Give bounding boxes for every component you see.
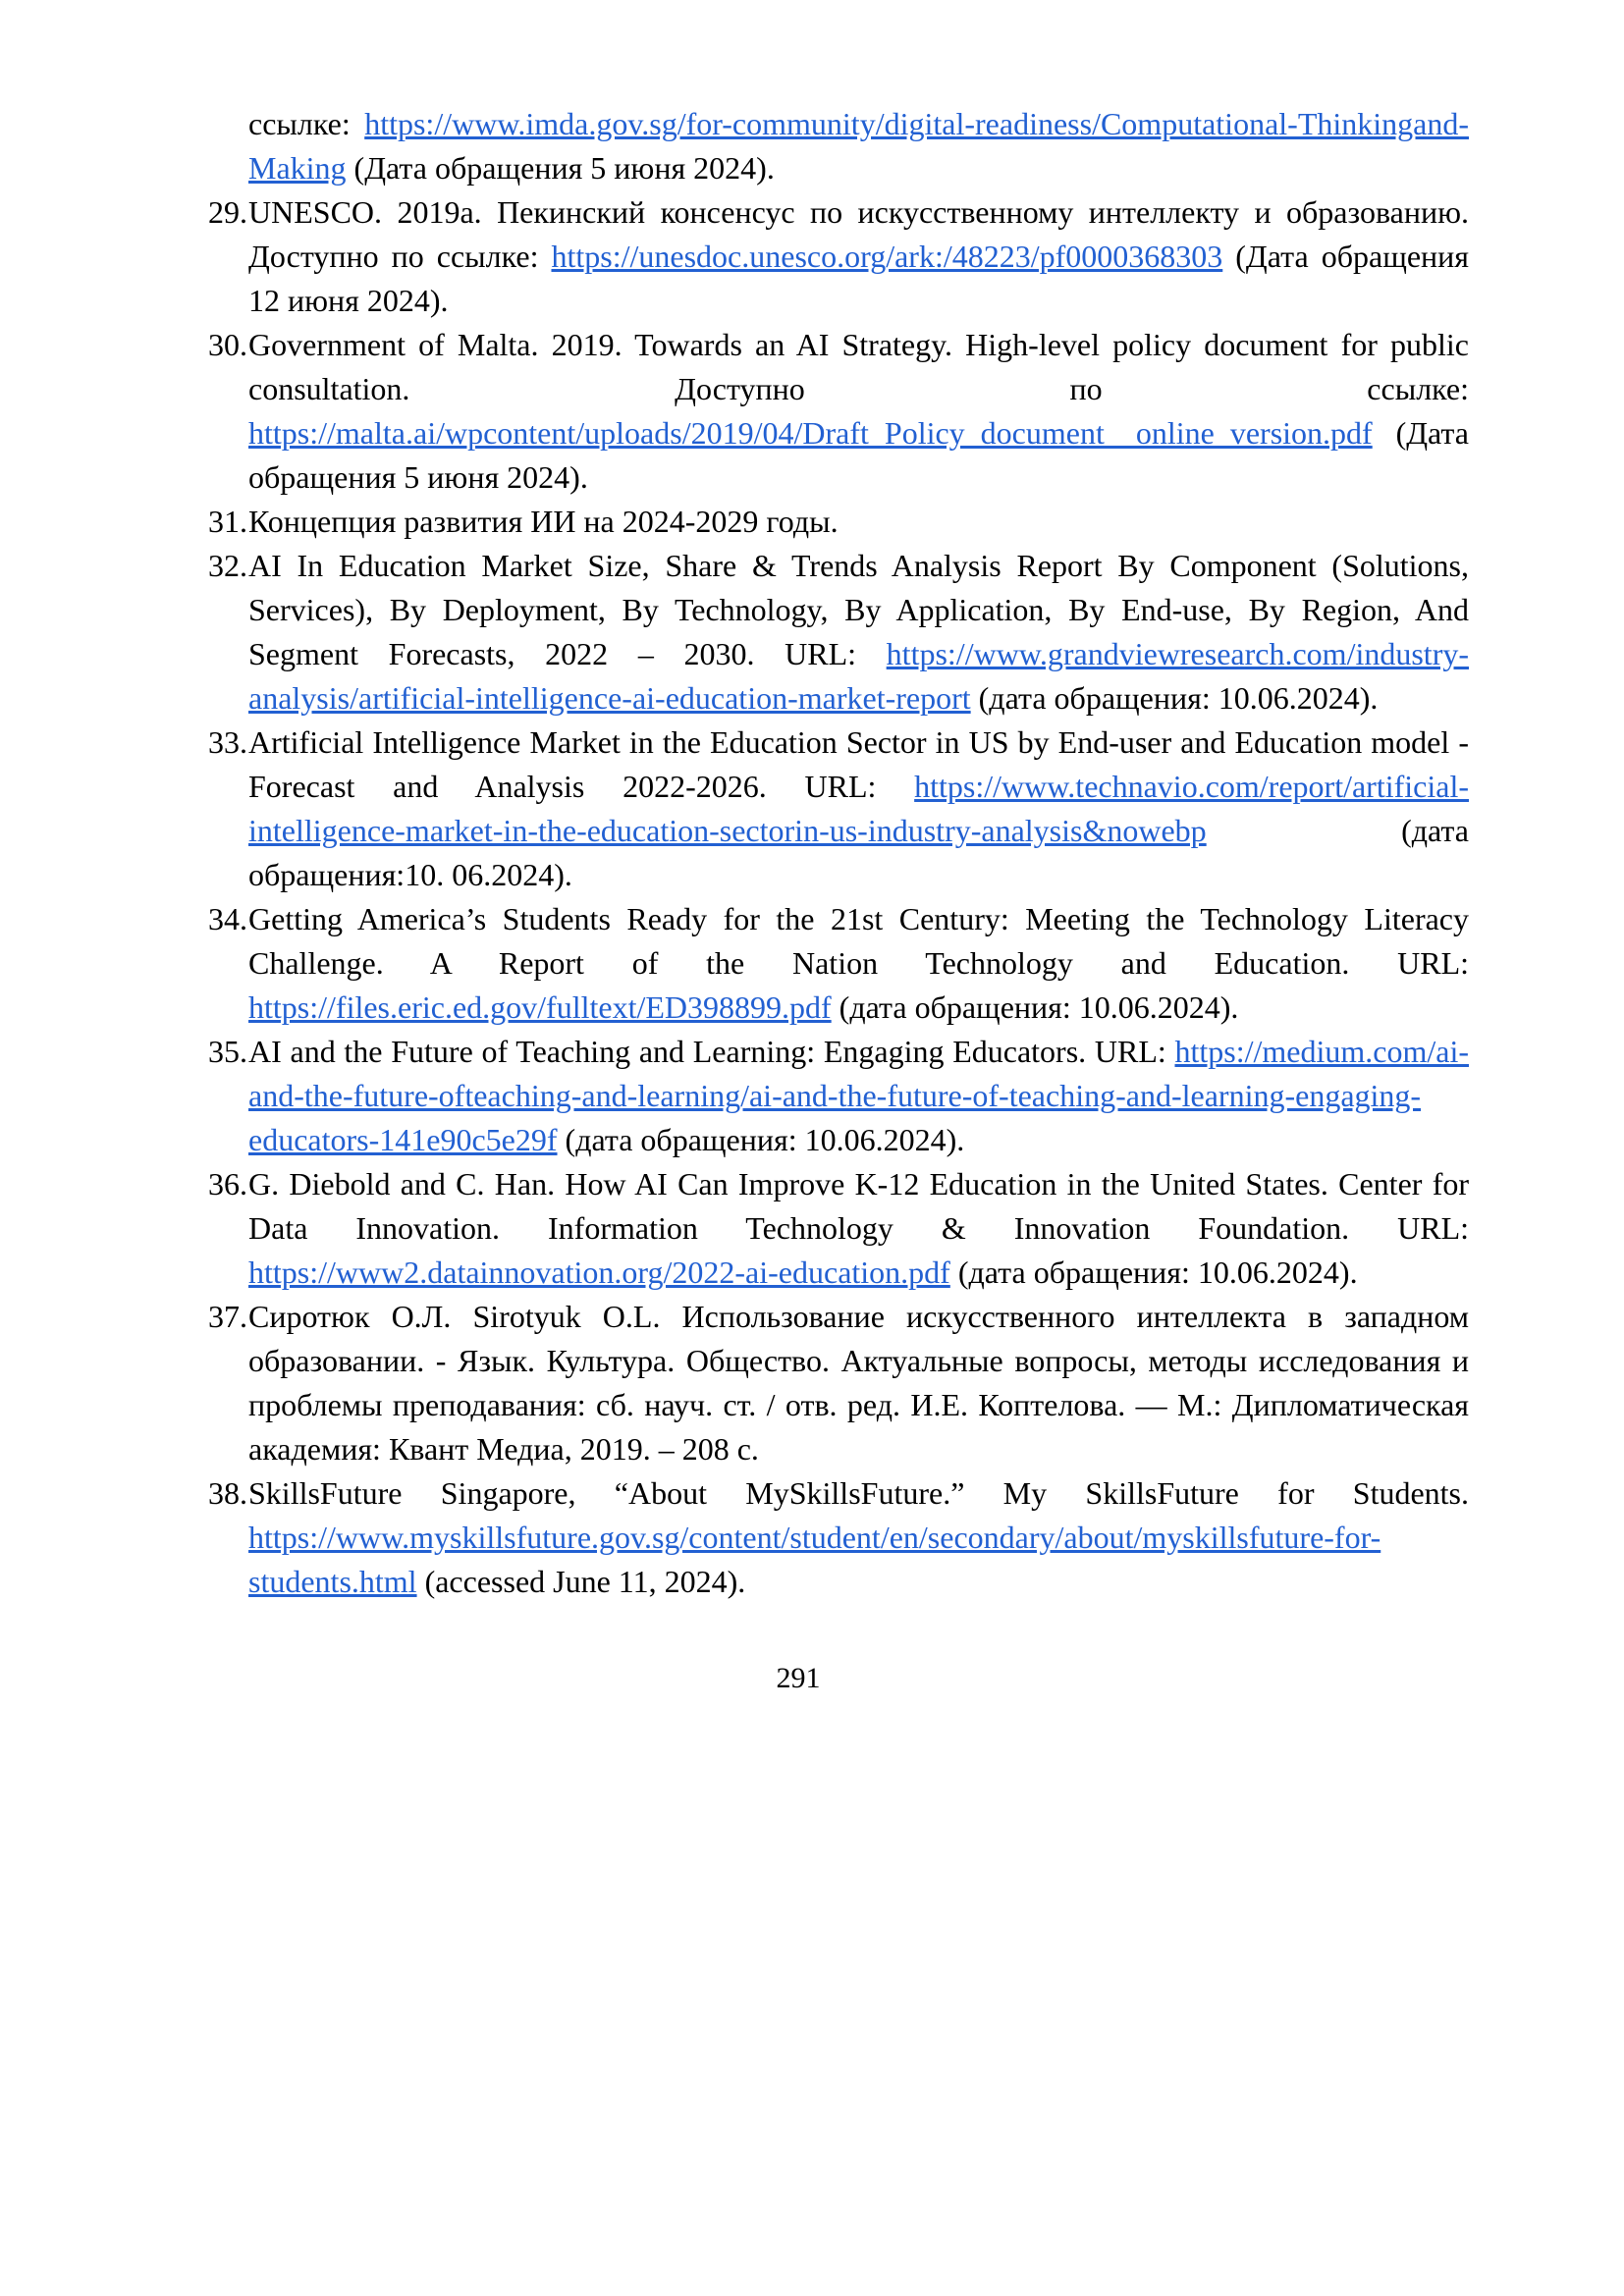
reference-item (208, 1295, 1469, 1471)
reference-text: SkillsFuture Singapore, “About MySkillsFuture.” My SkillsFuture for Students. (248, 1475, 1469, 1511)
reference-item (208, 1162, 1469, 1295)
reference-item (208, 1030, 1469, 1162)
reference-text: Government of Malta. 2019. Towards an AI Strategy. High-level policy document for public consultation. Доступно по ссылке: (248, 327, 1469, 406)
reference-text: (Дата обращения 5 июня 2024). (248, 415, 1469, 495)
reference-text: Artificial Intelligence Market in the Education Sector in US by End-user and Education model - Forecast and Analysis 2022-2026. URL: (248, 724, 1469, 804)
reference-link[interactable]: https://unesdoc.unesco.org/ark:/48223/pf0000368303 (551, 239, 1223, 274)
reference-text: AI and the Future of Teaching and Learning: Engaging Educators. URL: (248, 1034, 1175, 1069)
reference-link[interactable]: https://www.technavio.com/report/artificial-intelligence-market-in-the-education-sectorin-us-industry-analysis&nowebp (248, 769, 1469, 848)
reference-item (208, 190, 1469, 323)
reference-text: (дата обращения: 10.06.2024). (831, 989, 1239, 1025)
reference-text: (Дата обращения 12 июня 2024). (248, 239, 1469, 318)
page-number: 291 (776, 1662, 821, 1694)
reference-item (208, 544, 1469, 721)
reference-link[interactable]: https://www.grandviewresearch.com/industry-analysis/artificial-intelligence-ai-education-market-report (248, 636, 1469, 716)
reference-link[interactable]: https://medium.com/ai-and-the-future-ofteaching-and-learning/ai-and-the-future-of-teaching-and-learning-engaging-educators-141e90c5e29f (248, 1034, 1469, 1157)
reference-item (208, 897, 1469, 1030)
reference-number: 30. (208, 327, 247, 362)
reference-item (208, 323, 1469, 500)
reference-number: 35. (208, 1034, 247, 1069)
reference-text: (accessed June 11, 2024). (416, 1564, 746, 1599)
reference-number: 34. (208, 901, 247, 936)
reference-link[interactable]: https://files.eric.ed.gov/fulltext/ED398899.pdf (248, 989, 832, 1025)
reference-continuation (248, 102, 1469, 190)
reference-number: 36. (208, 1166, 247, 1201)
reference-item (208, 721, 1469, 897)
reference-text: AI In Education Market Size, Share & Trends Analysis Report By Component (Solutions, Services), By Deployment, By Technology, By Application, By End-use, By Region, And Segment Forecasts, 2022 – 2030. URL: (248, 548, 1469, 671)
reference-text: (дата обращения:10. 06.2024). (248, 813, 1469, 892)
reference-number: 38. (208, 1475, 247, 1511)
reference-text: (дата обращения: 10.06.2024). (970, 680, 1379, 716)
reference-text: Концепция развития ИИ на 2024-2029 годы. (248, 504, 839, 539)
reference-text: (Дата обращения 5 июня 2024). (346, 150, 775, 186)
reference-link[interactable]: https://www2.datainnovation.org/2022-ai-education.pdf (248, 1255, 950, 1290)
reference-text: G. Diebold and C. Han. How AI Can Improve K-12 Education in the United States. Center for Data Innovation. Information Technology & Innovation Foundation. URL: (248, 1166, 1469, 1246)
reference-number: 33. (208, 724, 247, 760)
reference-link[interactable]: https://www.imda.gov.sg/for-community/digital-readiness/Computational-Thinkingand-Making (248, 106, 1469, 186)
reference-link[interactable]: https://www.myskillsfuture.gov.sg/content/student/en/secondary/about/myskillsfuture-for-students.html (248, 1520, 1381, 1599)
reference-number: 31. (208, 504, 247, 539)
reference-number: 32. (208, 548, 247, 583)
reference-text: ссылке: (248, 106, 365, 141)
reference-text: (дата обращения: 10.06.2024). (949, 1255, 1358, 1290)
reference-item (208, 1471, 1469, 1604)
reference-text: Сиротюк О.Л. Sirotyuk O.L. Использование искусственного интеллекта в западном образовании. - Язык. Культура. Общество. Актуальные вопросы, методы исследования и проблемы преподавания: сб. науч. ст. / отв. ред. И.Е. Коптелова. — М.: Дипломатическая академия: Квант Медиа, 2019. – 208 с. (248, 1299, 1469, 1467)
reference-text: Getting America’s Students Ready for the 21st Century: Meeting the Technology Literacy Challenge. A Report of the Nation Technology and Education. URL: (248, 901, 1469, 981)
reference-item (208, 500, 1469, 544)
reference-link[interactable]: https://malta.ai/wpcontent/uploads/2019/04/Draft_Policy_document__online_version.pdf (248, 415, 1373, 451)
reference-text: (дата обращения: 10.06.2024). (557, 1122, 965, 1157)
reference-text: UNESCO. 2019a. Пекинский консенсус по искусственному интеллекту и образованию. Доступно по ссылке: (248, 194, 1469, 274)
reference-number: 37. (208, 1299, 247, 1334)
reference-number: 29. (208, 194, 247, 230)
